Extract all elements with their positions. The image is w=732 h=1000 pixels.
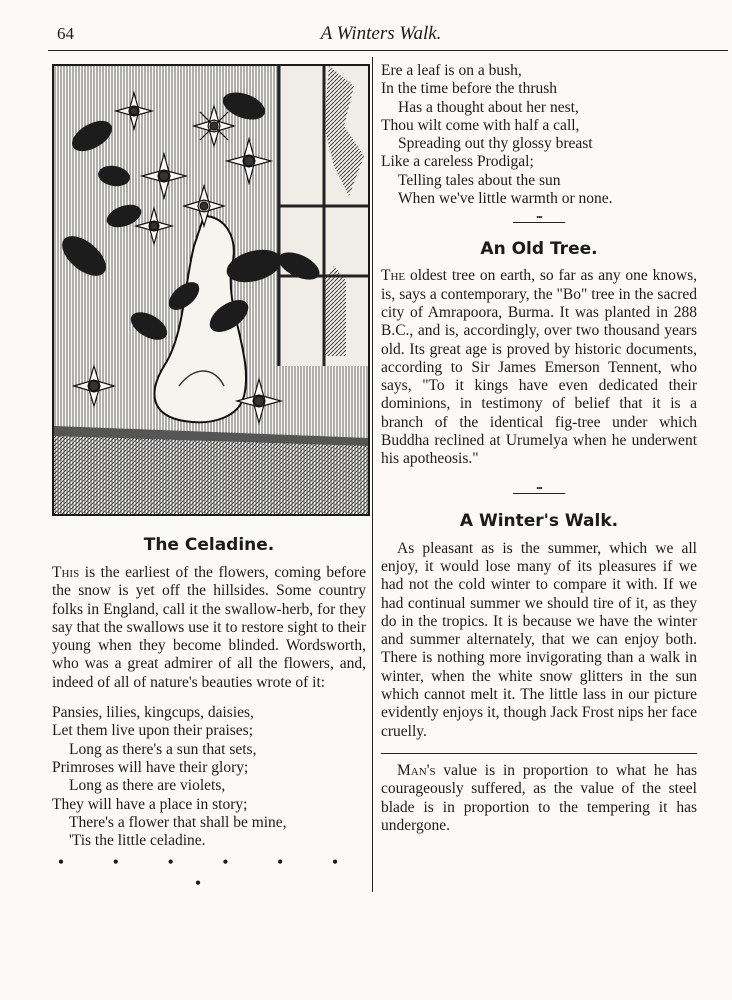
verse-line: Ere a leaf is on a bush, xyxy=(381,62,522,79)
header-rule xyxy=(48,50,728,51)
section-ornament xyxy=(513,493,565,495)
page-header xyxy=(0,22,732,52)
verse-line: Let them live upon their praises; xyxy=(52,722,254,740)
verse-line: When we've little warmth or none. xyxy=(398,190,613,208)
flower-vase-engraving xyxy=(52,64,370,516)
ellipsis-dots: • • • • • • • xyxy=(57,852,361,894)
celadine-lead: This xyxy=(52,564,80,581)
verse-continued xyxy=(381,62,697,208)
celadine-title: The Celadine. xyxy=(143,535,275,555)
verse-line: 'Tis the little celadine. xyxy=(69,832,206,850)
page-number: 64 xyxy=(57,24,74,43)
verse-line: Pansies, lilies, kingcups, daisies, xyxy=(52,704,254,722)
verse-line: Long as there are violets, xyxy=(69,777,226,795)
verse-line: Long as there's a sun that sets, xyxy=(69,740,257,758)
celadine-body: is the earliest of the flowers, coming before the snow is yet off the hillsides. Some country folks in England, call it the swallow-herb, for they say that the swallows use it to restore sight to their young when they become blinded. Wordsworth, who was a great admirer of all the flowers, and, indeed of all of nature's beauties wrote of it: xyxy=(52,564,366,691)
verse-line: They will have a place in story; xyxy=(52,795,248,813)
mans-value-lead: Man's xyxy=(397,761,436,779)
mans-value-body: value is in proportion to what he has courageously suffered, as the value of the steel blade is in proportion to the tempering it has undergone. xyxy=(381,761,698,834)
verse-line: There's a flower that shall be mine, xyxy=(69,813,287,831)
verse-line: Has a thought about her nest, xyxy=(398,98,579,116)
mans-value-paragraph xyxy=(381,762,697,835)
celadine-verse xyxy=(52,704,366,850)
old-tree-title: An Old Tree. xyxy=(480,239,598,260)
column-divider xyxy=(372,57,373,892)
winters-walk-title: A Winter's Walk. xyxy=(459,510,619,531)
right-column xyxy=(381,62,697,835)
old-tree-body: oldest tree on earth, so far as any one knows, is, says a contemporary, the "Bo" tree in the sacred city of Amrapoora, Burma. It was planted in 288 B.C., and is, accordingly, over two thousand years old. Its great age is proved by historic documents, according to Sir James Emerson Tennent, who says, "To it kings have even dedicated their dominions, in testimony of belief that it is a branch of the identical fig-tree under which Buddha reclined at Urumelya when he underwent his apotheosis." xyxy=(381,267,697,468)
section-ornament xyxy=(513,222,565,224)
old-tree-paragraph xyxy=(381,267,697,468)
verse-line: Spreading out thy glossy breast xyxy=(398,135,593,153)
verse-line: Primroses will have their glory; xyxy=(52,758,249,776)
winters-walk-paragraph: As pleasant as is the summer, which we all enjoy, it would lose many of its pleasures if we had not the cold winter to compare it with. If we had continual summer we should tire of it, as they do in the tropics. It is because we have the winter and summer alternately, that we can enjoy both. There is nothing more invigorating than a walk in winter, when the white snow glitters in the sun which cannot melt it. The little lass in our picture evidently enjoys it, though Jack Frost nips her face cruelly. xyxy=(381,539,697,740)
verse-line: In the time before the thrush xyxy=(381,80,558,98)
running-title: A Winters Walk. xyxy=(320,23,442,44)
old-tree-lead: The xyxy=(381,267,406,285)
left-column xyxy=(52,64,366,894)
verse-line: Thou wilt come with half a call, xyxy=(381,116,580,134)
celadine-paragraph xyxy=(52,564,366,692)
verse-line: Like a careless Prodigal; xyxy=(381,153,534,171)
verse-line: Telling tales about the sun xyxy=(398,171,561,189)
